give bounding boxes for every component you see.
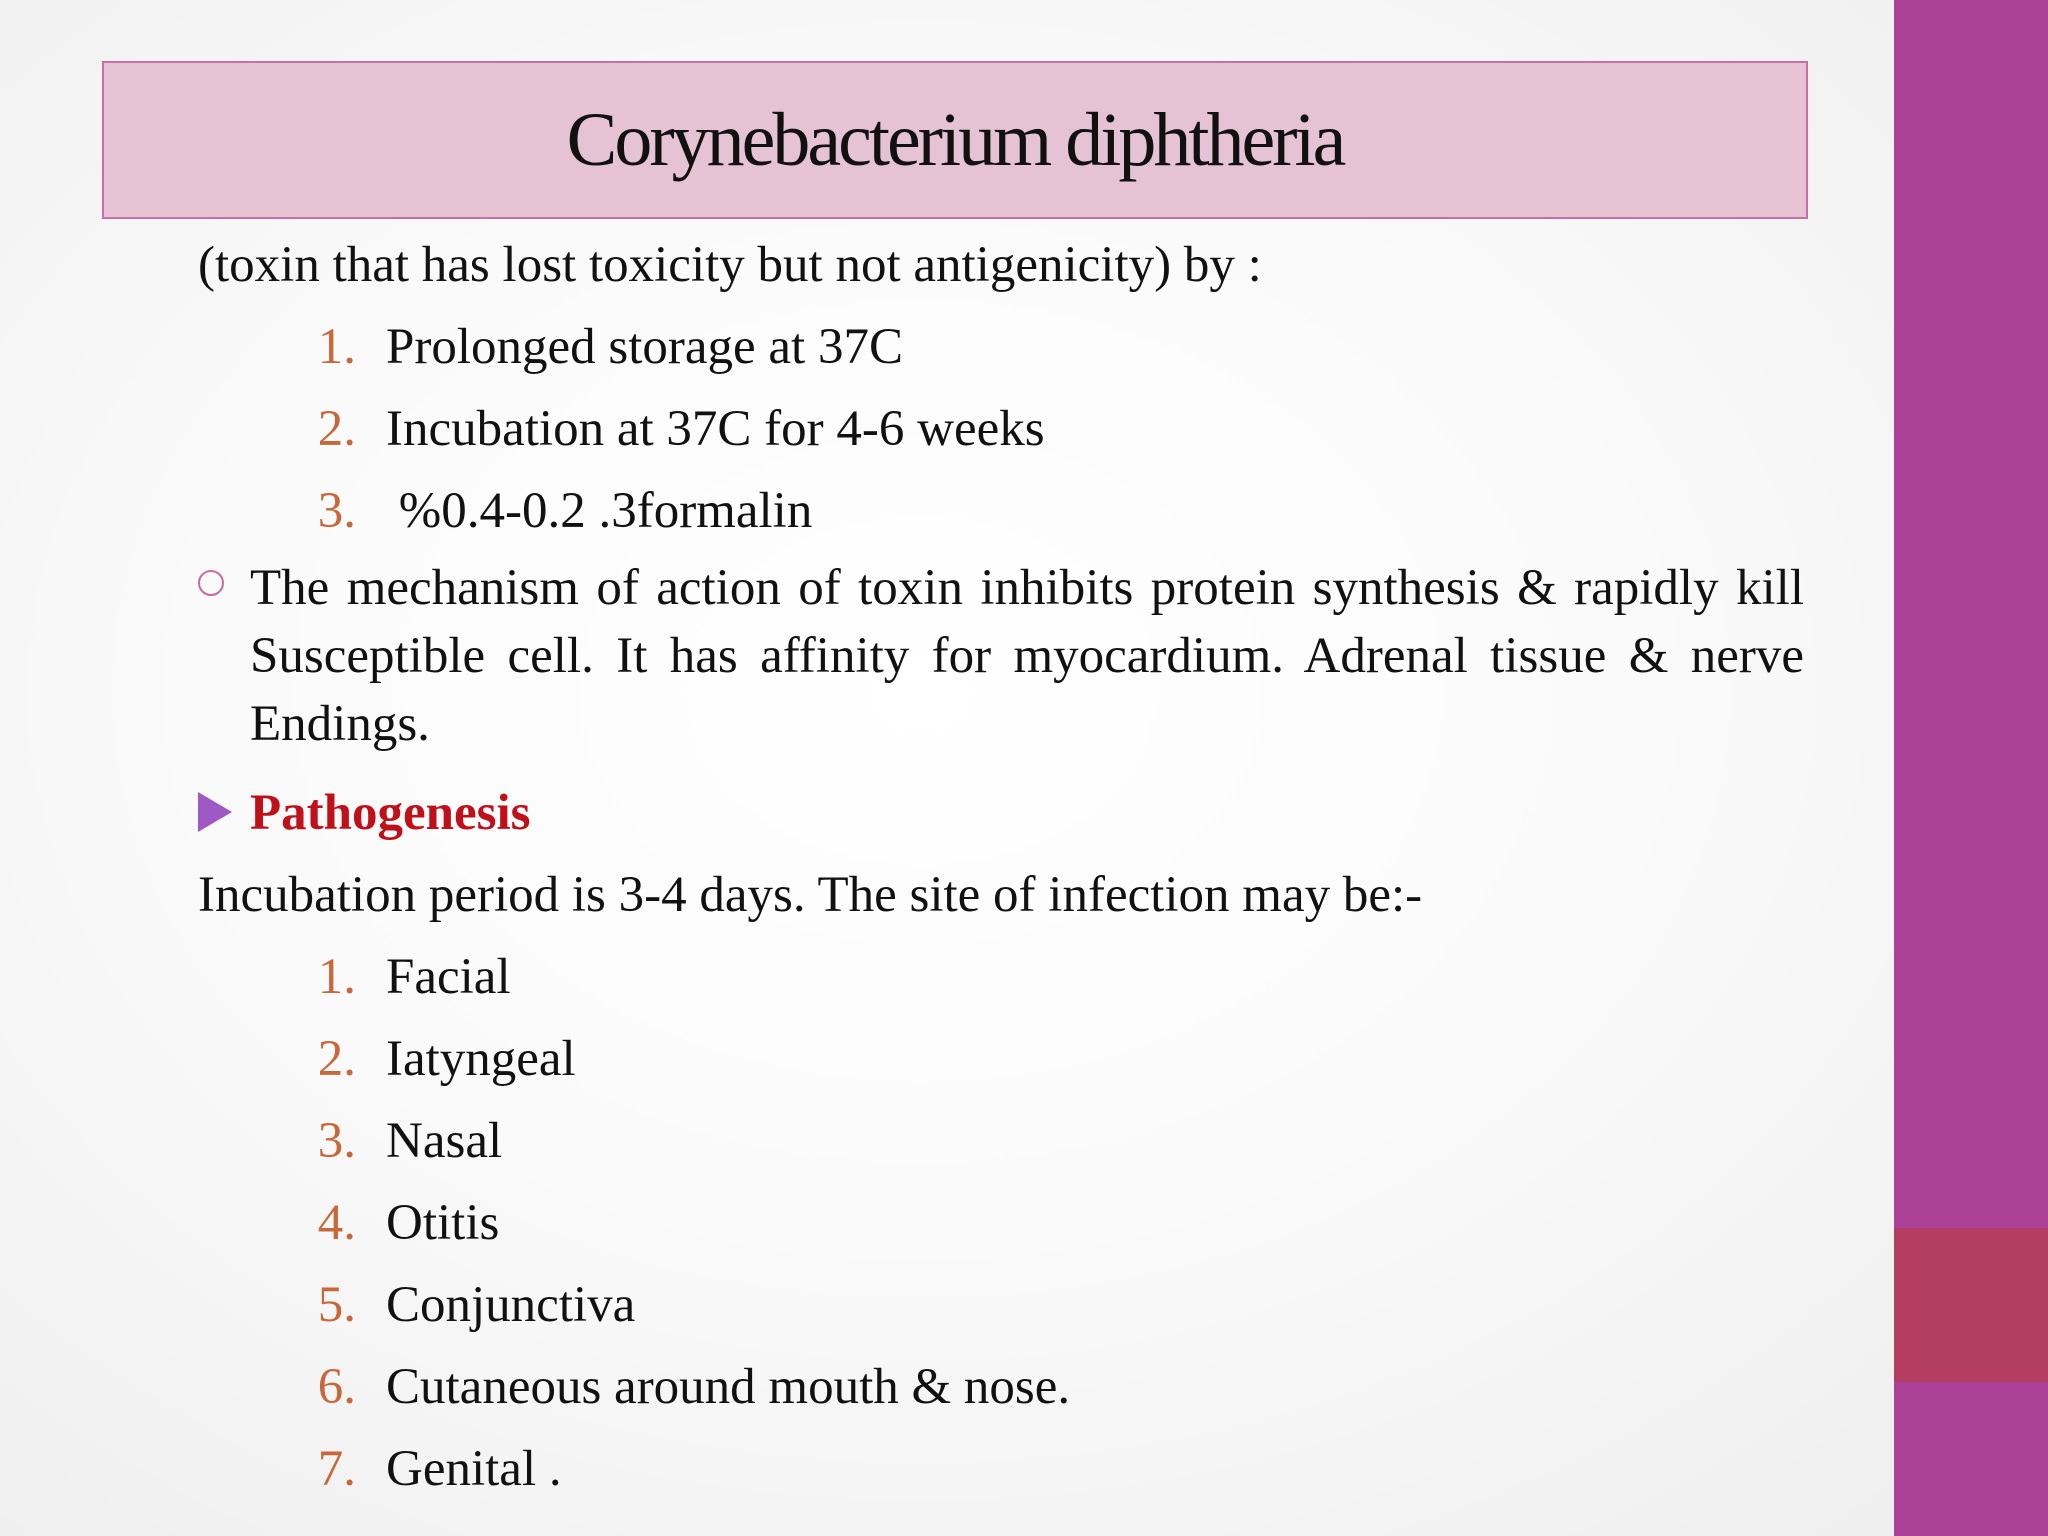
arrow-bullet-icon: [198, 792, 232, 832]
method-number: 1.: [317, 319, 356, 375]
title-box: [102, 61, 1808, 219]
pathogenesis-heading-text: Pathogenesis: [250, 785, 531, 841]
site-text: Iatyngeal: [386, 1031, 576, 1087]
site-number: 4.: [317, 1195, 356, 1251]
circle-bullet-icon: [198, 570, 224, 596]
site-item: [280, 1030, 576, 1088]
site-text: Conjunctiva: [386, 1277, 636, 1333]
site-text: Cutaneous around mouth & nose.: [386, 1359, 1071, 1415]
site-text: Facial: [386, 949, 511, 1005]
site-text: Nasal: [386, 1113, 503, 1169]
site-item: [280, 1276, 635, 1334]
method-number: 2.: [317, 401, 356, 457]
site-text: Otitis: [386, 1195, 500, 1251]
pathogenesis-heading: [198, 784, 1804, 842]
site-number: 7.: [317, 1441, 356, 1497]
site-number: 1.: [317, 949, 356, 1005]
site-item: [280, 948, 511, 1006]
mechanism-text: The mechanism of action of toxin inhibits protein synthesis & rapidly kill Susceptible cell. It has affinity for myocardium. Adrenal tissue & nerve Endings.: [250, 560, 1804, 752]
slide-title: Corynebacterium diphtheria: [566, 97, 1344, 182]
method-item: [280, 318, 903, 376]
site-number: 6.: [317, 1359, 356, 1415]
site-item: [280, 1440, 562, 1498]
site-text: Genital .: [386, 1441, 562, 1497]
site-number: 2.: [317, 1031, 356, 1087]
site-item: [280, 1358, 1070, 1416]
site-number: 3.: [317, 1113, 356, 1169]
method-number: 3.: [317, 483, 356, 539]
incubation-line: Incubation period is 3-4 days. The site of infection may be:-: [198, 867, 1423, 923]
intro-line: (toxin that has lost toxicity but not antigenicity) by :: [198, 237, 1262, 293]
decorative-side-accent: [1894, 1228, 2048, 1382]
method-item: [280, 482, 812, 540]
site-item: [280, 1194, 499, 1252]
method-item: [280, 400, 1045, 458]
site-item: [280, 1112, 502, 1170]
method-text: Prolonged storage at 37C: [386, 319, 903, 375]
site-number: 5.: [317, 1277, 356, 1333]
method-text: Incubation at 37C for 4-6 weeks: [386, 401, 1045, 457]
method-text: %0.4-0.2 .3formalin: [386, 483, 813, 539]
mechanism-paragraph: [198, 554, 1804, 758]
